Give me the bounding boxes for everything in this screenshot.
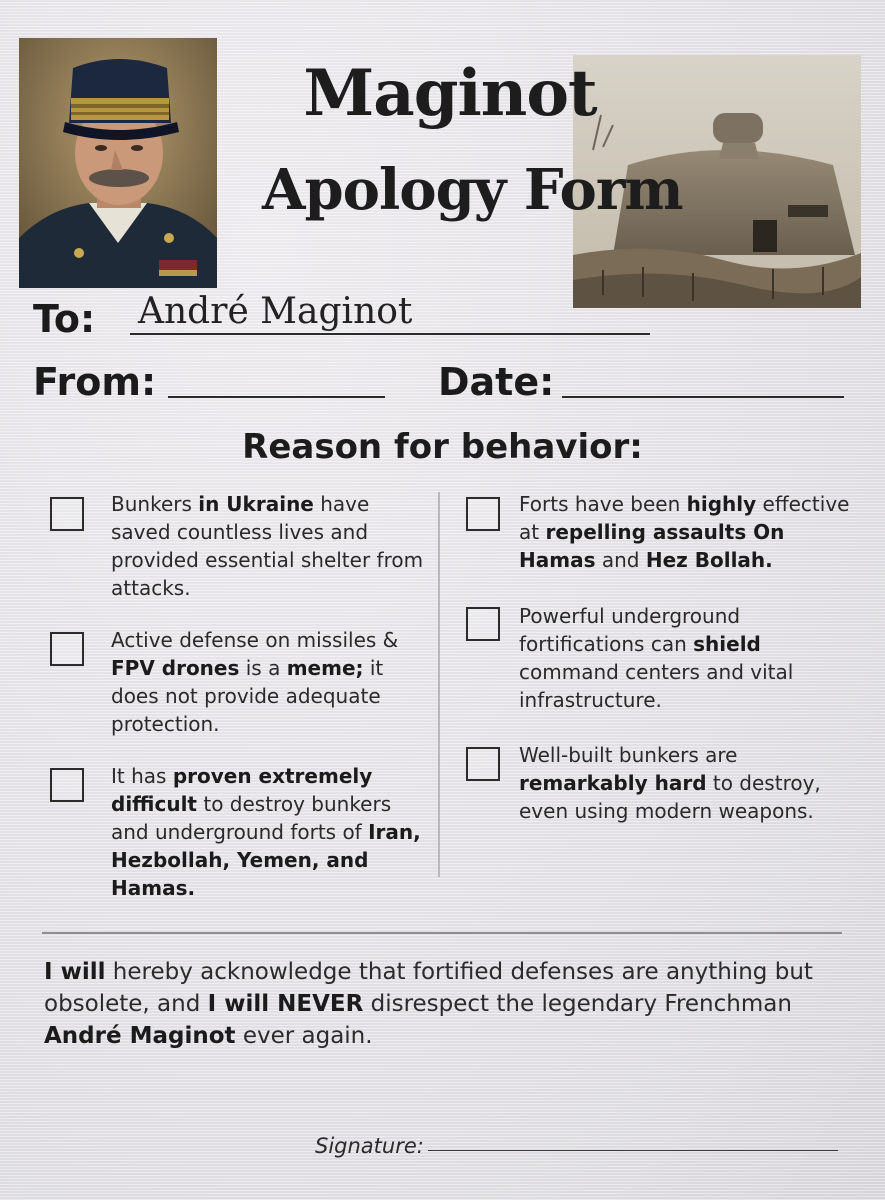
text: disrespect the legendary Frenchman — [363, 991, 792, 1017]
from-label: From: — [33, 360, 157, 404]
bold-text: in Ukraine — [198, 492, 314, 516]
bold-text: remarkably hard — [519, 771, 707, 795]
text: it does not provide adequate protection. — [111, 656, 384, 736]
signature-label: Signature: — [315, 1134, 424, 1158]
text: Bunkers — [111, 492, 199, 516]
reason-item-right-2 — [519, 602, 849, 714]
reason-item-right-1 — [519, 490, 864, 574]
bold-text: highly — [686, 492, 757, 516]
bold-text: Hamas — [519, 548, 596, 572]
text: have saved countless lives and provided essential shelter from attacks. — [111, 492, 424, 600]
bold-text: I will — [44, 959, 106, 985]
form-title-line2: Apology Form — [262, 157, 683, 223]
checkbox-right-1[interactable] — [466, 497, 500, 531]
checkbox-right-2[interactable] — [466, 607, 500, 641]
section-divider — [42, 932, 842, 934]
text: hereby acknowledge that fortified defenses are anything but obsolete, and — [44, 959, 813, 1017]
reason-item-left-2 — [111, 626, 431, 738]
bold-text: shield — [693, 632, 761, 656]
bold-text: FPV drones — [111, 656, 240, 680]
acknowledgement-text — [44, 956, 854, 1052]
reason-heading: Reason for behavior: — [242, 427, 643, 467]
text: ever again. — [235, 1023, 373, 1049]
text: command centers and vital infrastructure. — [519, 660, 794, 712]
to-value: André Maginot — [138, 291, 413, 332]
to-field-line[interactable] — [130, 333, 650, 335]
text: to destroy bunkers and underground forts of — [111, 792, 392, 844]
text: is a — [239, 656, 287, 680]
to-label: To: — [33, 297, 96, 341]
text: effective at — [519, 492, 850, 544]
text: It has — [111, 764, 173, 788]
checkbox-left-3[interactable] — [50, 768, 84, 802]
from-field-line[interactable] — [168, 396, 385, 398]
bold-text: Hez Bollah. — [645, 548, 773, 572]
portrait-photo — [19, 38, 217, 288]
checkbox-left-1[interactable] — [50, 497, 84, 531]
bold-text: repelling assaults On — [545, 520, 785, 544]
date-field-line[interactable] — [562, 396, 844, 398]
checkbox-right-3[interactable] — [466, 747, 500, 781]
reason-item-right-3 — [519, 741, 859, 825]
checkbox-left-2[interactable] — [50, 632, 84, 666]
reason-item-left-3 — [111, 762, 426, 902]
bold-text: meme; — [286, 656, 364, 680]
text: Active defense on missiles & — [111, 628, 399, 652]
bold-text: Iran, Hezbollah, Yemen, and Hamas. — [111, 820, 421, 900]
date-label: Date: — [438, 360, 555, 404]
reason-item-left-1 — [111, 490, 431, 602]
bold-text: proven extremely difficult — [111, 764, 373, 816]
text: Well-built bunkers are — [519, 743, 738, 767]
form-title-line1: Maginot — [303, 56, 597, 131]
column-divider — [438, 492, 440, 877]
text: to destroy, even using modern weapons. — [519, 771, 821, 823]
bold-text: André Maginot — [44, 1023, 236, 1049]
text: Forts have been — [519, 492, 687, 516]
text: Powerful underground fortifications can — [519, 604, 741, 656]
text: and — [595, 548, 646, 572]
bold-text: I will NEVER — [207, 991, 364, 1017]
signature-field-line[interactable] — [428, 1150, 838, 1151]
